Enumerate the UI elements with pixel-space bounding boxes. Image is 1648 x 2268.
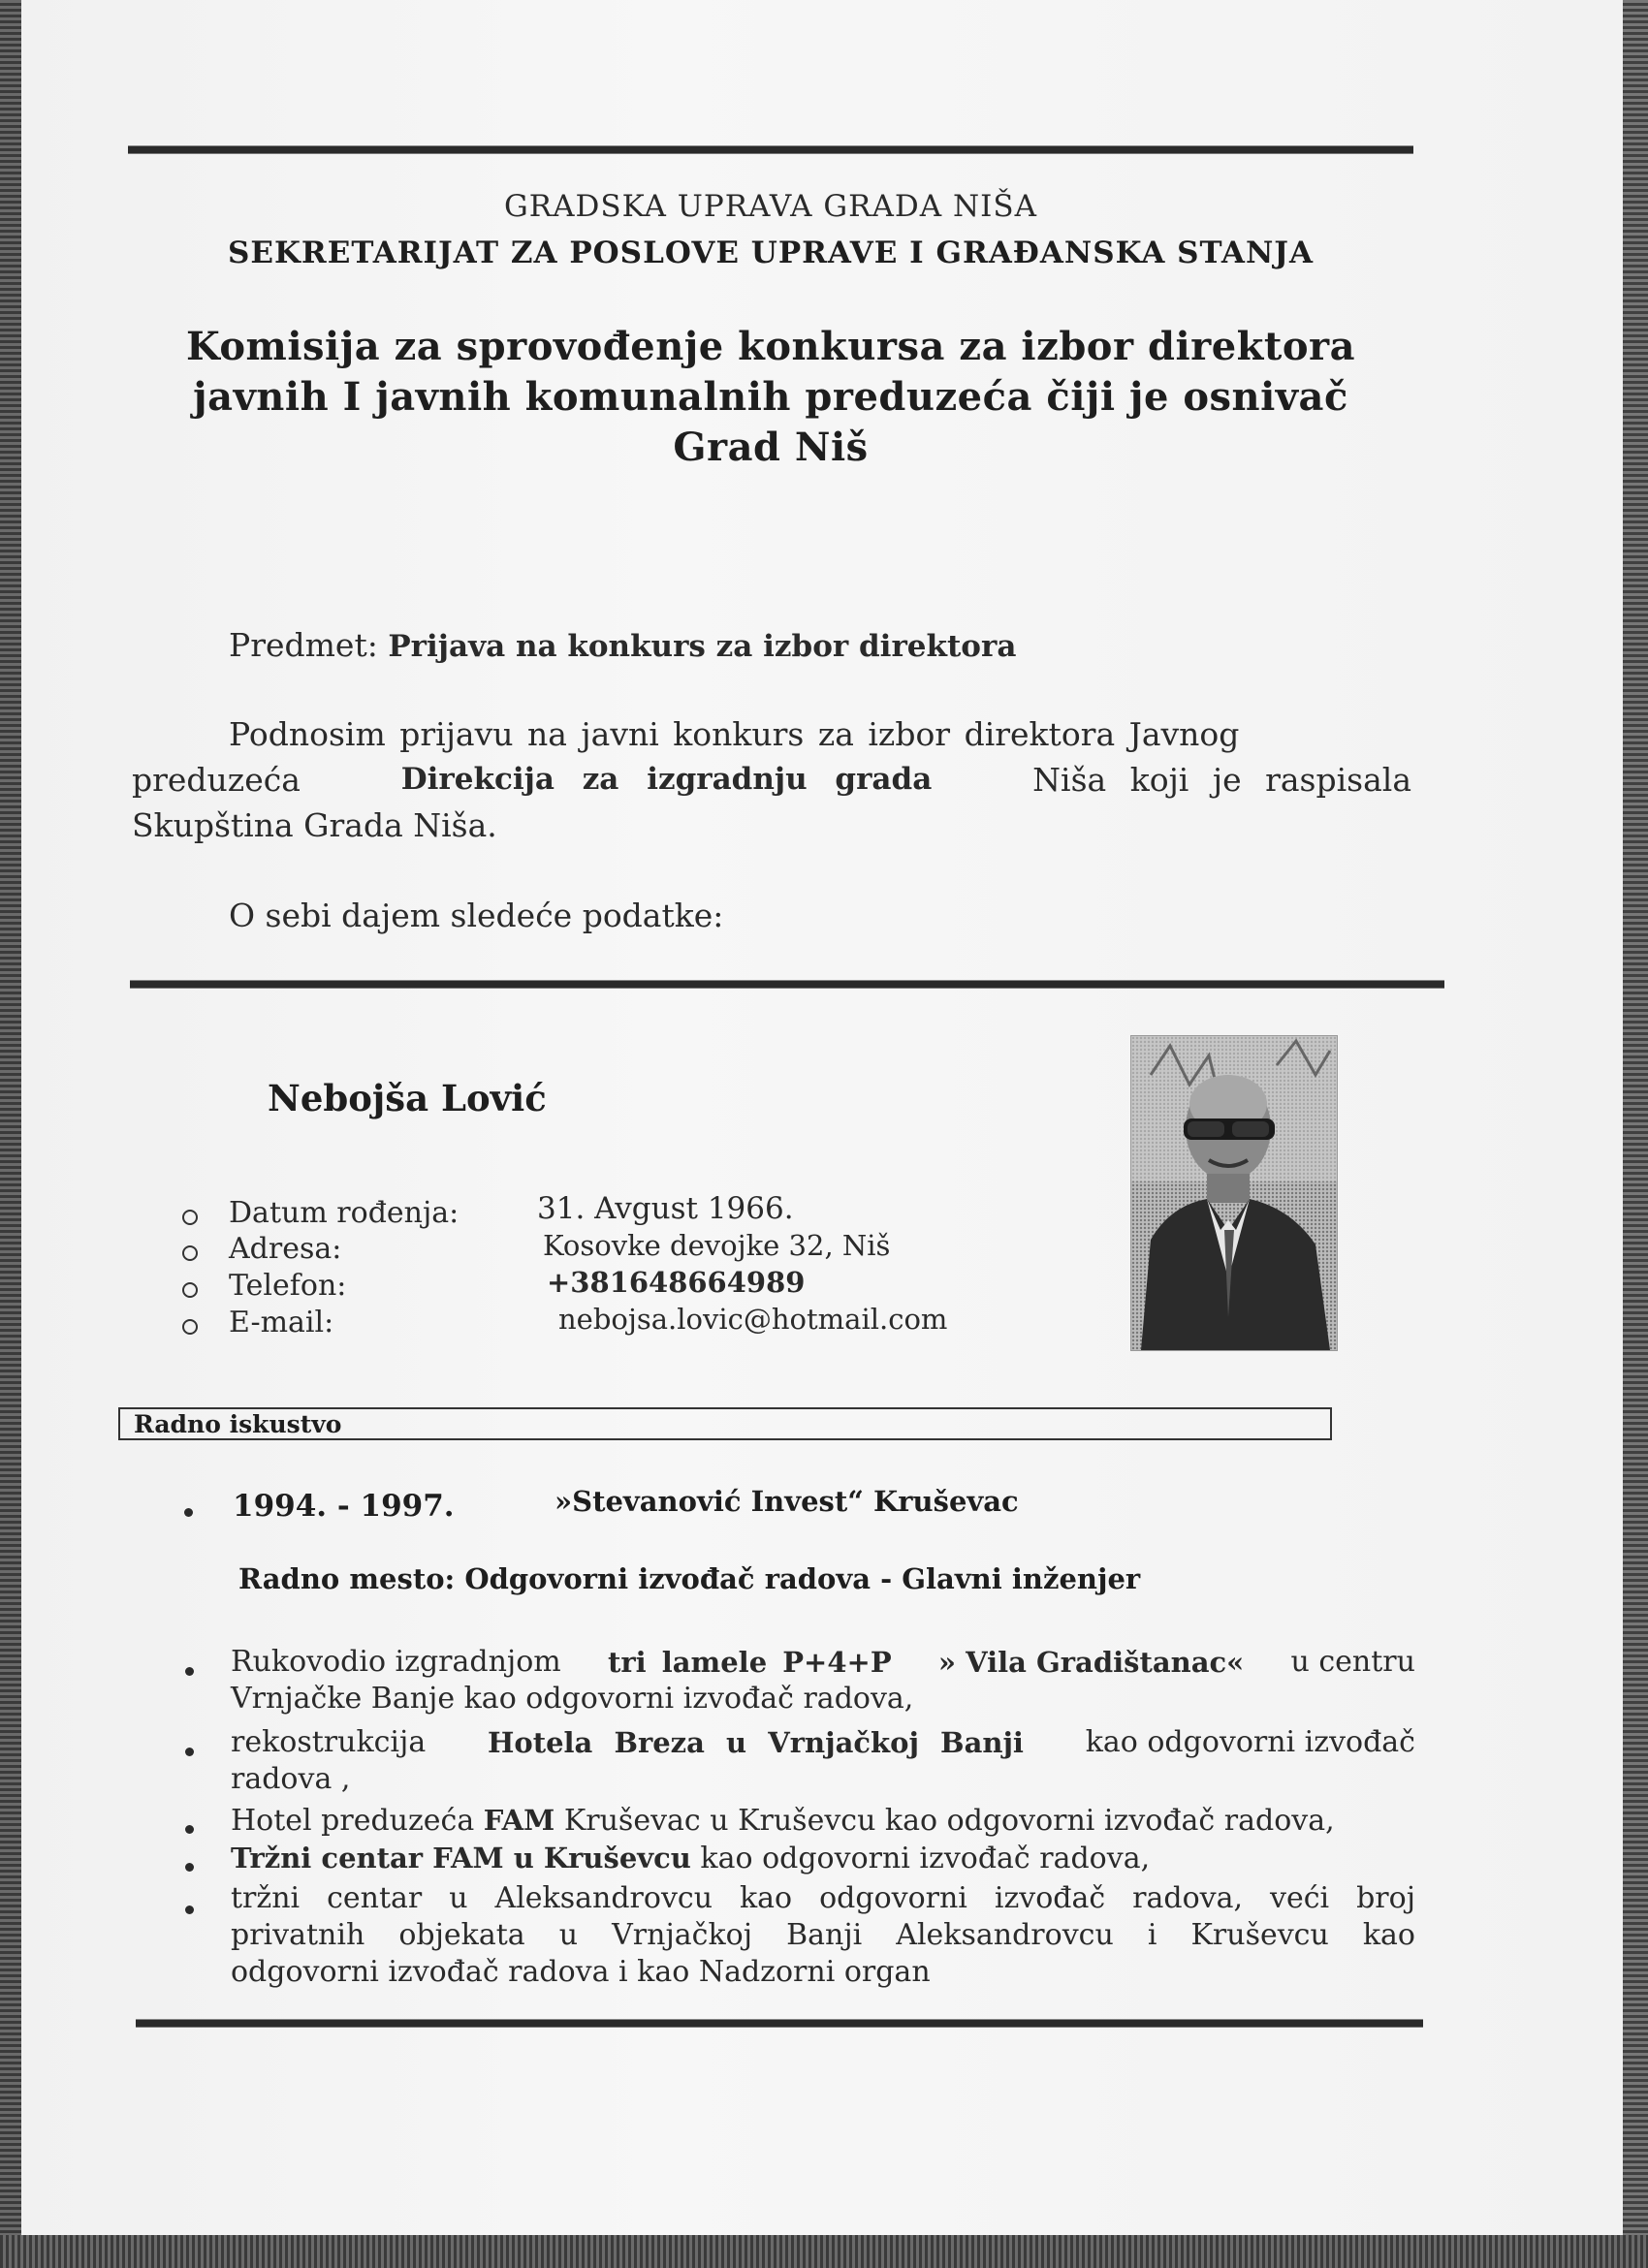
address-value: Kosovke devojke 32, Niš	[543, 1229, 891, 1262]
bullet-2-line-2: radova ,	[231, 1762, 351, 1796]
bullet-3	[185, 1825, 194, 1834]
scan-edge-left	[0, 0, 21, 2268]
intro-nisa: Niša koji je raspisala	[1032, 761, 1411, 799]
commission-line-3: Grad Niš	[673, 425, 869, 470]
work-experience-header	[118, 1407, 1332, 1440]
bottom-rule	[136, 2019, 1423, 2028]
bullet-1-line-2: Vrnjačke Banje kao odgovorni izvođač radova,	[231, 1682, 914, 1716]
bullet-phone	[182, 1282, 198, 1298]
email-value: nebojsa.lovic@hotmail.com	[558, 1303, 948, 1336]
bullet-4-line-1	[231, 1840, 1150, 1877]
profile-photo	[1130, 1035, 1338, 1351]
bullet-birth	[182, 1210, 198, 1225]
job-period: 1994. - 1997.	[233, 1489, 455, 1524]
b4-text-a: Tržni centar FAM u Kruševcu	[231, 1842, 691, 1874]
bullet-address	[182, 1245, 198, 1261]
portrait-image	[1131, 1036, 1337, 1350]
intro-line-2	[132, 757, 1411, 803]
commission-line-2: javnih I javnih komunalnih preduzeća čiji je osnivač	[193, 374, 1348, 420]
top-rule	[128, 145, 1413, 154]
bullet-1	[185, 1667, 194, 1676]
bullet-4	[185, 1863, 194, 1872]
bullet-1-line-1	[231, 1644, 1415, 1681]
job-position: Radno mesto: Odgovorni izvođač radova - Glavni inženjer	[238, 1562, 1141, 1595]
bullet-5-line-3: odgovorni izvođač radova i kao Nadzorni organ	[231, 1955, 931, 1989]
subject-line	[229, 622, 1016, 670]
bullet-2	[185, 1748, 194, 1756]
birthdate-value: 31. Avgust 1966.	[537, 1191, 794, 1226]
b2-text-a: rekostrukcija	[231, 1725, 427, 1759]
phone-label: Telefon:	[229, 1269, 347, 1303]
bullet-5-line-2: privatnih objekata u Vrnjačkoj Banji Aleksandrovcu i Kruševcu kao	[231, 1918, 1415, 1952]
work-experience-label: Radno iskustvo	[134, 1410, 342, 1438]
phone-value: +381648664989	[547, 1266, 806, 1299]
subject-label: Predmet:	[229, 626, 378, 664]
b3-text-c: Kruševac u Kruševcu kao odgovorni izvođač radova,	[563, 1804, 1335, 1838]
subject-value: Prijava na konkurs za izbor direktora	[388, 629, 1017, 664]
bullet-5-line-1: tržni centar u Aleksandrovcu kao odgovorni izvođač radova, veći broj	[231, 1881, 1415, 1915]
address-label: Adresa:	[229, 1232, 342, 1266]
person-name: Nebojša Lović	[268, 1077, 547, 1119]
b1-text-a: Rukovodio izgradnjom	[231, 1645, 561, 1679]
b4-text-b: kao odgovorni izvođač radova,	[700, 1842, 1151, 1875]
b2-text-b: Hotela Breza u Vrnjačkoj Banji	[487, 1726, 1024, 1759]
b1-text-b: tri lamele P+4+P	[607, 1646, 892, 1679]
commission-line-1: Komisija za sprovođenje konkursa za izbor direktora	[185, 324, 1356, 369]
b1-text-c: » Vila Gradištanac«	[937, 1646, 1245, 1679]
secretariat-title: SEKRETARIJAT ZA POSLOVE UPRAVE I GRAĐANSKA STANJA	[227, 236, 1315, 270]
scan-edge-right	[1623, 0, 1648, 2268]
intro-direkcija: Direkcija za izgradnju grada	[400, 762, 933, 797]
b1-text-d: u centru	[1290, 1645, 1415, 1679]
birthdate-label: Datum rođenja:	[229, 1196, 460, 1230]
b3-text-b: FAM	[483, 1804, 555, 1837]
bullet-2-line-1	[231, 1724, 1415, 1761]
intro-line-1: Podnosim prijavu na javni konkurs za izbor direktora Javnog	[229, 715, 1240, 753]
b3-text-a: Hotel preduzeća	[231, 1804, 475, 1838]
job-bullet	[184, 1508, 193, 1517]
b2-text-c: kao odgovorni izvođač	[1085, 1725, 1415, 1759]
intro-about: O sebi dajem sledeće podatke:	[229, 897, 724, 934]
email-label: E-mail:	[229, 1306, 334, 1339]
scan-edge-bottom	[0, 2235, 1648, 2268]
mid-rule	[130, 980, 1444, 989]
job-company: »Stevanović Invest“ Kruševac	[555, 1485, 1019, 1518]
bullet-3-line-1	[231, 1802, 1335, 1840]
bullet-5	[185, 1906, 194, 1914]
intro-line-3: Skupština Grada Niša.	[132, 806, 497, 844]
intro-preduzeca: preduzeća	[132, 761, 301, 799]
bullet-email	[182, 1319, 198, 1335]
organization-title: GRADSKA UPRAVA GRADA NIŠA	[503, 189, 1037, 224]
